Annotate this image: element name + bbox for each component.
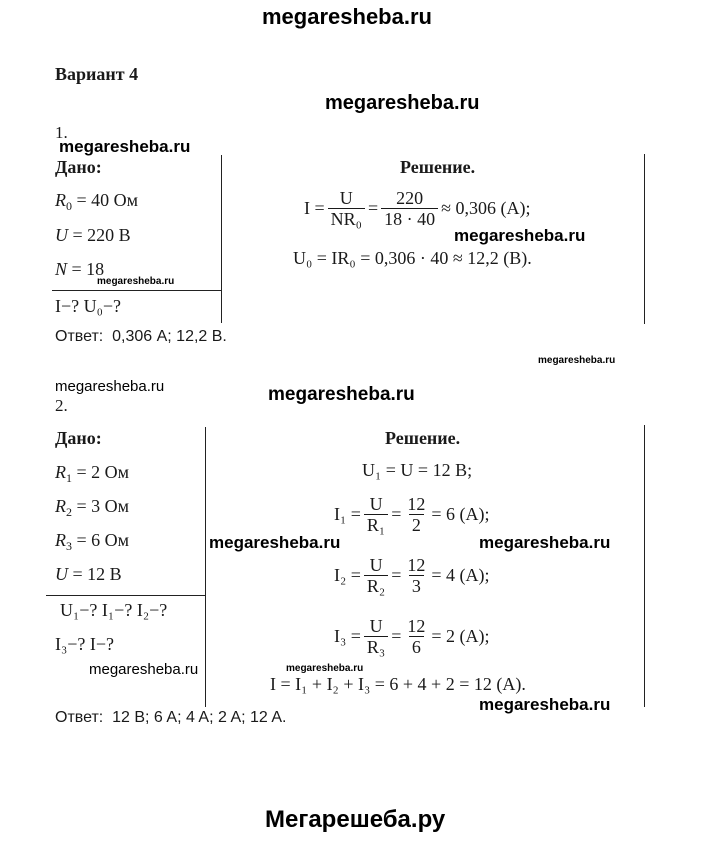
problem1-given-r0: $R_0 = 40$ Ом (55, 190, 139, 213)
problem2-equation-i3: I₃ = $\frac{U}{\text{R₃}}$ = $\frac{12}{6}$ = 2 (A); (334, 616, 490, 657)
problem2-equation-u1: U₁ = U = 12 B; (362, 460, 473, 480)
problem2-equation-i2: I₂ = $\frac{U}{\text{R₂}}$ = $\frac{12}{3}$ = 4 (A); (334, 555, 490, 596)
problem1-right-border (644, 154, 645, 324)
watermark-p2-left: megaresheba.ru (55, 378, 165, 395)
problem1-answer: Ответ: 0,306 A; 12,2 B. (55, 328, 227, 345)
page-title: Вариант 4 (55, 64, 139, 84)
problem1-number: 1. (55, 123, 68, 142)
problem1-given-u: U = 220 В (55, 225, 131, 245)
watermark-p2-bottom-left: megaresheba.ru (89, 661, 199, 678)
problem2-solution-label: Решение. (385, 428, 461, 448)
problem2-find-divider (46, 595, 206, 596)
problem1-given-n: N = 18 (55, 259, 105, 279)
problem2-given-u: U = 12 В (55, 564, 122, 584)
watermark-p2-mid-left: megaresheba.ru (209, 533, 341, 552)
watermark-footer: Мегарешеба.ру (265, 806, 446, 833)
problem2-equation-i1: I₁ = $\frac{U}{\text{R₁}}$ = $\frac{12}{2}$ = 6 (A); (334, 494, 490, 535)
problem2-equation-total: I = I₁ + I₂ + I₃ = 6 + 4 + 2 = 12 (A). (270, 674, 526, 694)
problem2-number: 2. (55, 396, 68, 415)
problem2-find-line1: U₁−? I₁−? I₂−? (60, 600, 168, 620)
problem1-find-divider (52, 290, 222, 291)
problem1-find: I−? U₀−? (55, 296, 122, 316)
watermark-p1-solution: megaresheba.ru (454, 226, 586, 245)
watermark-p2-small-center: megaresheba.ru (286, 663, 364, 674)
watermark-under-title: megaresheba.ru (325, 92, 480, 114)
watermark-p1-small-left: megaresheba.ru (97, 276, 175, 287)
problem2-find-line2: I₃−? I−? (55, 634, 115, 654)
problem1-given-divider (221, 155, 222, 323)
problem2-right-border (644, 425, 645, 707)
problem1-solution-label: Решение. (400, 157, 476, 177)
watermark-top: megaresheba.ru (262, 4, 432, 29)
problem1-given-label: Дано: (55, 157, 102, 177)
problem2-given-r1: $R_1 = 2$ Ом (55, 462, 130, 485)
problem2-given-r2: $R_2 = 3$ Ом (55, 496, 130, 519)
watermark-p1-left: megaresheba.ru (59, 137, 191, 156)
problem1-equation-voltage: U₀ = IR₀ = 0,306 · 40 ≈ 12,2 (B). (293, 248, 532, 268)
watermark-p2-center: megaresheba.ru (268, 384, 415, 405)
watermark-p2-bottom-right: megaresheba.ru (479, 695, 611, 714)
problem2-given-r3: $R_3 = 6$ Ом (55, 530, 130, 553)
problem2-given-divider (205, 427, 206, 707)
problem1-equation-current: I = $\frac{U}{\text{NR₀}}$ = $\frac{220}{18 \cdot 40}$ ≈ 0,306 (A); (304, 188, 531, 229)
watermark-p1-small-right: megaresheba.ru (538, 355, 616, 366)
problem2-answer: Ответ: 12 B; 6 A; 4 A; 2 A; 12 A. (55, 709, 287, 726)
problem2-given-label: Дано: (55, 428, 102, 448)
watermark-p2-mid-right: megaresheba.ru (479, 533, 611, 552)
